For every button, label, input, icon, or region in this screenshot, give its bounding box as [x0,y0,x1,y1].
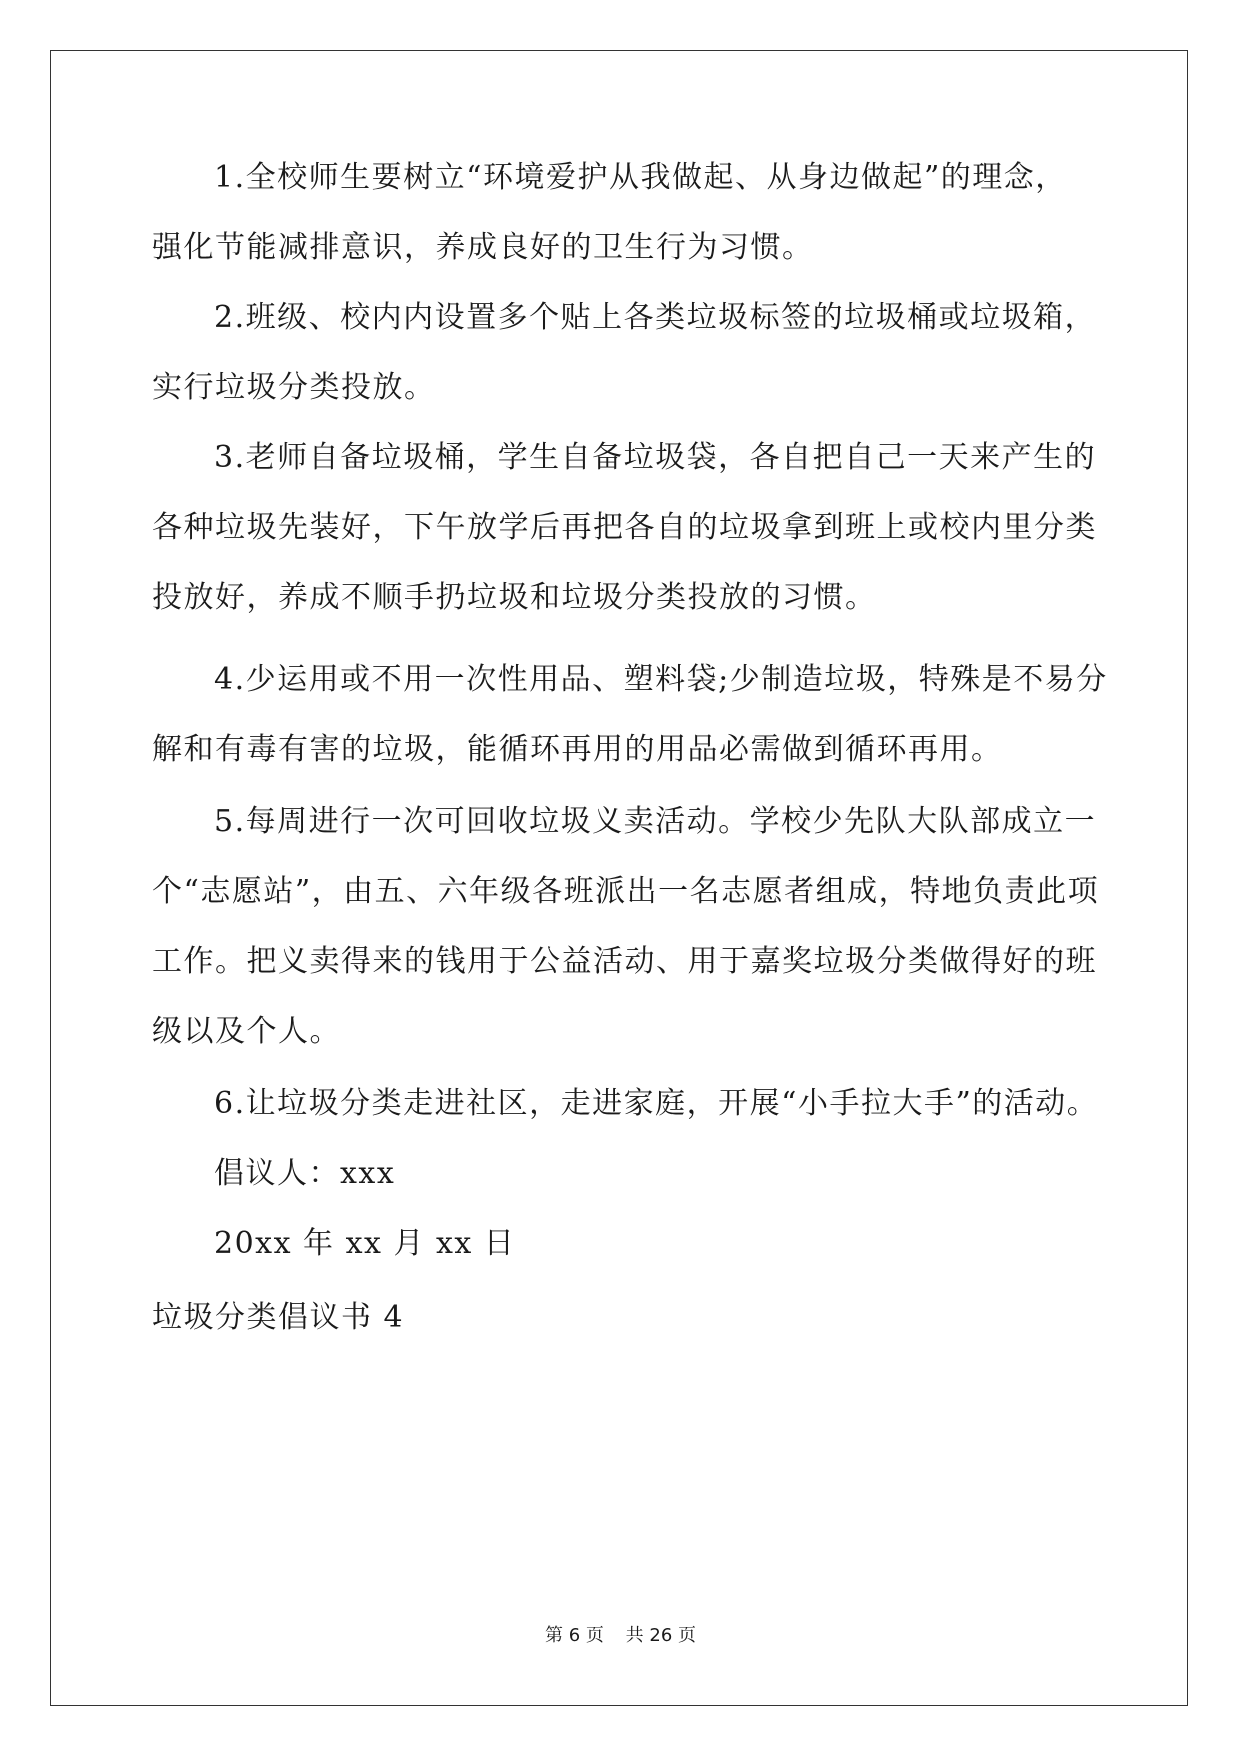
item-2-line-1: 2.班级、校内内设置多个贴上各类垃圾标签的垃圾桶或垃圾箱， [214,300,1097,335]
item-5-line-2: 个“志愿站”，由五、六年级各班派出一名志愿者组成，特地负责此项 [152,874,1100,909]
page-footer [0,1624,1241,1648]
item-2-line-2: 实行垃圾分类投放。 [152,370,436,405]
item-5-line-1: 5.每周进行一次可回收垃圾义卖活动。学校少先队大队部成立一 [214,804,1097,839]
item-4-line-1: 4.少运用或不用一次性用品、塑料袋;少制造垃圾，特殊是不易分 [214,662,1108,697]
proposer-line: 倡议人：xxx [214,1156,396,1191]
page-number: 第 6 页 [545,1625,604,1646]
page-total: 共 26 页 [625,1625,696,1646]
item-5-line-4: 级以及个人。 [152,1014,341,1049]
item-1-line-2: 强化节能减排意识，养成良好的卫生行为习惯。 [152,230,814,265]
date-line: 20xx 年 xx 月 xx 日 [214,1226,516,1261]
item-3-line-1: 3.老师自备垃圾桶，学生自备垃圾袋，各自把自己一天来产生的 [214,440,1097,475]
item-3-line-2: 各种垃圾先装好，下午放学后再把各自的垃圾拿到班上或校内里分类 [152,510,1097,545]
item-6-line-1: 6.让垃圾分类走进社区，走进家庭，开展“小手拉大手”的活动。 [214,1086,1099,1121]
section-heading: 垃圾分类倡议书 4 [152,1300,405,1335]
item-5-line-3: 工作。把义卖得来的钱用于公益活动、用于嘉奖垃圾分类做得好的班 [152,944,1097,979]
item-3-line-3: 投放好，养成不顺手扔垃圾和垃圾分类投放的习惯。 [152,580,877,615]
item-1-line-1: 1.全校师生要树立“环境爱护从我做起、从身边做起”的理念， [214,160,1067,195]
item-4-line-2: 解和有毒有害的垃圾，能循环再用的用品必需做到循环再用。 [152,732,1003,767]
